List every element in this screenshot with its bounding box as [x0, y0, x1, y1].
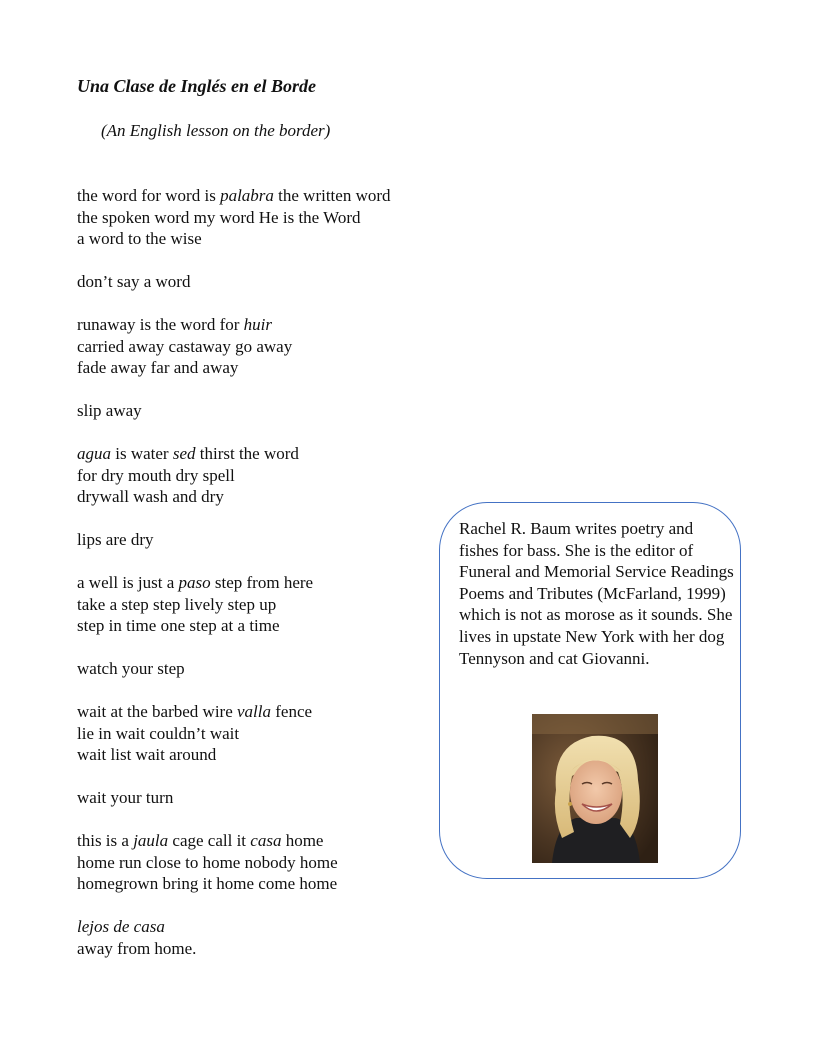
poem-line — [77, 723, 437, 745]
poem-subtitle: (An English lesson on the border) — [101, 121, 331, 140]
poem-stanza — [77, 658, 437, 680]
poem-text: take a step step lively step up — [77, 594, 277, 614]
poem-text: drywall wash and dry — [77, 487, 224, 506]
poem-text: wait at the barbed wire — [77, 702, 238, 721]
poem-stanza — [77, 572, 437, 637]
poem-stanza — [77, 529, 437, 551]
poem-text: don’t say a word — [77, 272, 191, 291]
poem-foreign-word: palabra — [220, 186, 274, 205]
poem-text: for dry mouth dry spell — [77, 465, 235, 485]
poem-foreign-word: sed — [172, 444, 196, 463]
poem-text: the spoken word my word He is the Word — [77, 207, 361, 227]
poem-line — [77, 615, 437, 637]
poem-text: wait your turn — [77, 788, 174, 807]
poem-text: fence — [271, 702, 313, 721]
poem-text: slip away — [77, 401, 142, 420]
poem-line — [77, 314, 437, 336]
poem-body — [77, 185, 437, 981]
poem-foreign-word: lejos de casa — [77, 917, 165, 936]
author-bio-text: Rachel R. Baum writes poetry and fishes for bass. She is the editor of Funeral and Memorial Service Readings Poems and Tributes (McFarland, 1999) which is not as morose as it sounds. She lives in upstate New York with her dog Tennyson and cat Giovanni. — [459, 519, 734, 668]
poem-text: runaway is the word for — [77, 315, 244, 334]
poem-text: watch your step — [77, 659, 185, 678]
poem-foreign-word: agua — [77, 444, 111, 463]
poem-text: wait list wait around — [77, 745, 217, 764]
poem-stanza — [77, 787, 437, 809]
poem-text: homegrown bring it home come home — [77, 874, 338, 893]
poem-text: this is a — [77, 831, 134, 850]
poem-stanza — [77, 314, 437, 379]
poem-text: the written word — [273, 186, 391, 205]
poem-line — [77, 529, 437, 551]
poem-line — [77, 228, 437, 250]
poem-stanza — [77, 830, 437, 895]
poem-text: the word for word is — [77, 186, 221, 205]
poem-stanza — [77, 271, 437, 293]
poem-line — [77, 207, 437, 229]
poem-title: Una Clase de Inglés en el Borde — [77, 76, 317, 96]
poem-text: fade away far and away — [77, 358, 239, 377]
poem-line — [77, 701, 437, 723]
poem-line — [77, 336, 437, 358]
poem-line — [77, 830, 437, 852]
poem-foreign-word: paso — [178, 573, 211, 592]
poem-foreign-word: jaula — [133, 831, 169, 850]
poem-line — [77, 744, 437, 766]
poem-text: lips are dry — [77, 530, 154, 549]
poem-line — [77, 787, 437, 809]
poem-line — [77, 916, 437, 938]
poem-text: is water — [111, 444, 173, 463]
poem-stanza — [77, 443, 437, 508]
author-bio-box — [439, 502, 741, 879]
poem-stanza — [77, 701, 437, 766]
poem-text: away from home. — [77, 938, 197, 958]
poem-line — [77, 271, 437, 293]
poem-line — [77, 185, 437, 207]
poem-stanza — [77, 916, 437, 959]
poem-text: step from here — [210, 573, 314, 592]
poem-line — [77, 938, 437, 960]
poem-text: cage call it — [168, 831, 251, 850]
poem-stanza — [77, 185, 437, 250]
poem-text: thirst the word — [195, 444, 299, 463]
author-photo — [532, 714, 658, 863]
poem-text: a well is just a — [77, 573, 179, 592]
poem-text: lie in wait couldn’t wait — [77, 723, 240, 743]
poem-text: carried away castaway go away — [77, 336, 293, 356]
poem-text: home — [281, 831, 324, 850]
poem-line — [77, 486, 437, 508]
poem-line — [77, 465, 437, 487]
poem-line — [77, 852, 437, 874]
poem-line — [77, 873, 437, 895]
poem-foreign-word: valla — [237, 702, 272, 721]
poem-line — [77, 400, 437, 422]
poem-foreign-word: casa — [250, 831, 282, 850]
poem-text: step in time one step at a time — [77, 616, 280, 635]
poem-line — [77, 443, 437, 465]
poem-text: a word to the wise — [77, 229, 202, 248]
poem-line — [77, 572, 437, 594]
poem-text: home run close to home nobody home — [77, 852, 338, 872]
poem-line — [77, 658, 437, 680]
poem-line — [77, 594, 437, 616]
poem-line — [77, 357, 437, 379]
poem-stanza — [77, 400, 437, 422]
poem-foreign-word: huir — [243, 315, 272, 334]
